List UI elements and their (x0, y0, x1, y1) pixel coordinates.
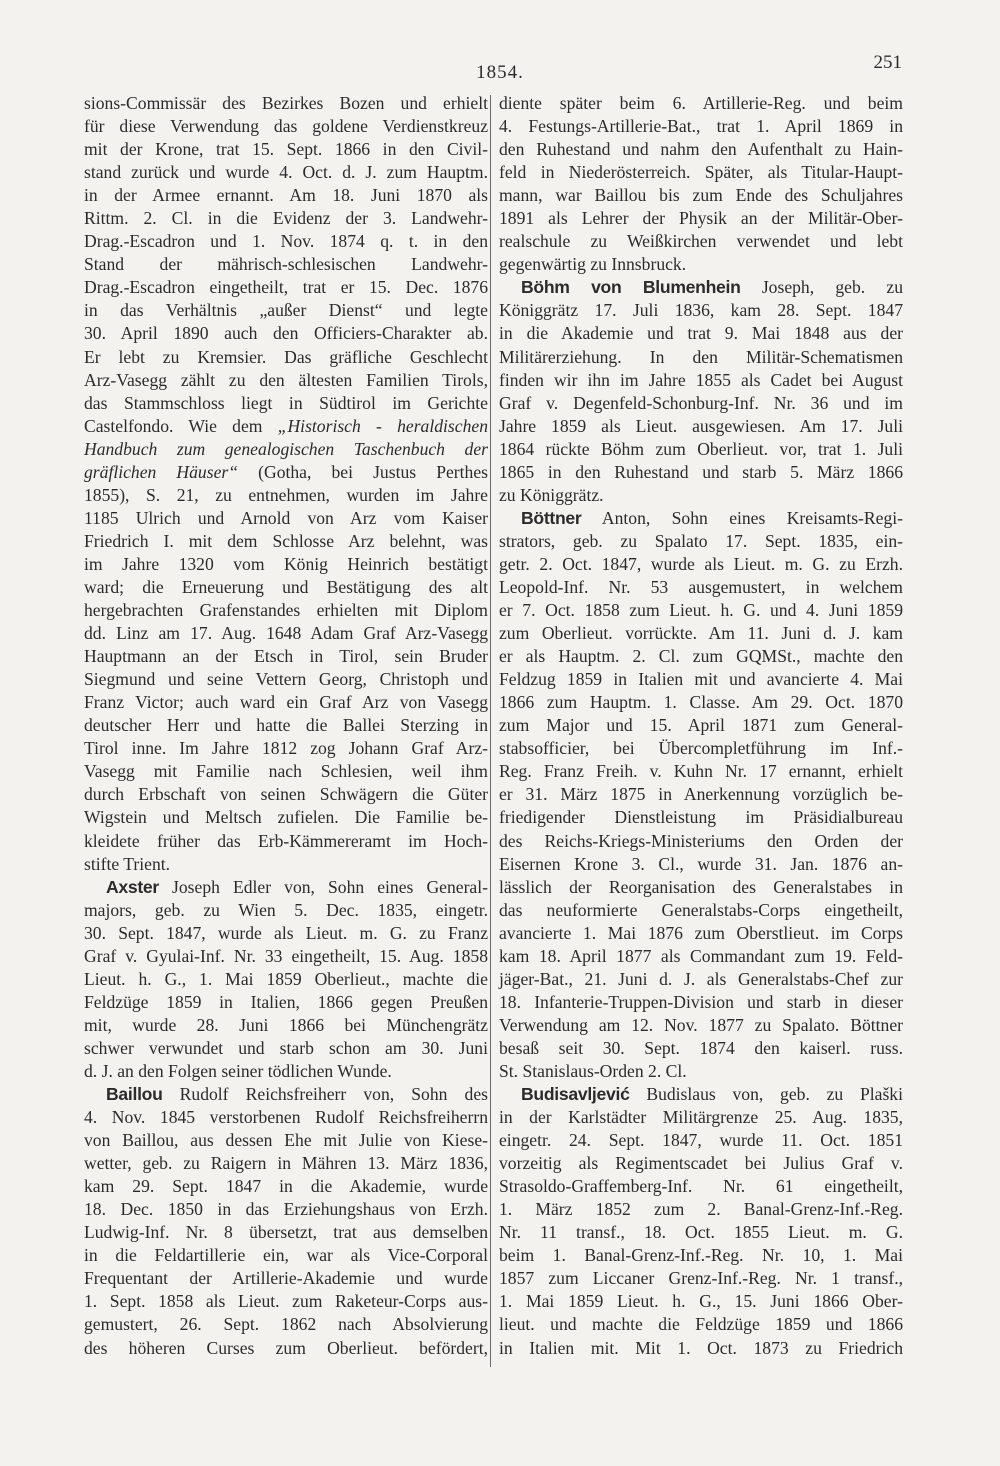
text-line: 1864 rückte Böhm zum Oberlieut. vor, trat 1. Juli (499, 438, 903, 459)
text-line: 1. März 1852 zum 2. Banal-Grenz-Inf.-Reg. (499, 1199, 903, 1220)
text-line: stabsofficier, bei Übercompletführung im Inf.- (499, 738, 903, 759)
text-line: Siegmund und seine Vettern Georg, Christoph und (84, 669, 488, 690)
text-line: mit der Krone, trat 15. Sept. 1866 in den Civil- (84, 139, 488, 160)
entry-boehm (499, 276, 903, 506)
text-line: Friedrich I. mit dem Schlosse Arz belehnt, was (84, 530, 488, 551)
column-divider (490, 95, 491, 1367)
text-line: d. J. an den Folgen seiner tödlichen Wunde. (84, 1060, 392, 1081)
text-line: Rittm. 2. Cl. in die Evidenz der 3. Landwehr- (84, 208, 488, 229)
text-line: Lieut. h. G., 1. Mai 1859 Oberlieut., machte die (84, 968, 488, 989)
entry-name: Baillou (106, 1084, 163, 1105)
text-line: für diese Verwendung das goldene Verdienstkreuz (84, 116, 488, 137)
text-span: (Gotha, bei Justus Perthes (258, 461, 488, 482)
text-line: Reg. Franz Freih. v. Kuhn Nr. 17 ernannt, erhielt (499, 761, 903, 782)
text-line: Wigstein und Meltsch zufielen. Die Familie be- (84, 807, 488, 828)
text-line: er 7. Oct. 1858 zum Lieut. h. G. und 4. Juni 1859 (499, 600, 903, 621)
text-line: 4. Nov. 1845 verstorbenen Rudolf Reichsfreiherrn (84, 1107, 488, 1128)
text-line: Graf v. Degenfeld-Schonburg-Inf. Nr. 36 und im (499, 392, 903, 413)
text-line: diente später beim 6. Artillerie-Reg. und beim (499, 93, 903, 113)
book-title-italic: Handbuch zum genealogischen Taschenbuch der (84, 438, 488, 459)
text-line: mit, wurde 28. Juni 1866 bei Münchengrätz (84, 1014, 488, 1035)
entry-first-line (84, 876, 488, 899)
text-line: Militärerziehung. In den Militär-Schematismen (499, 346, 903, 367)
text-line (84, 415, 488, 438)
text-line: lässlich der Reorganisation des Generalstabes in (499, 876, 903, 897)
text-line: zum Major und 15. April 1871 zum General- (499, 715, 903, 736)
text-line: Hauptmann an der Etsch in Tirol, sein Bruder (84, 646, 488, 667)
entry-budisavljevic (499, 1083, 903, 1360)
text-line: in die Akademie und trat 9. Mai 1848 aus der (499, 323, 903, 344)
text-line: gemustert, 26. Sept. 1862 nach Absolvierung (84, 1314, 488, 1335)
text-line: das neuformierte Generalstabs-Corps eingetheilt, (499, 899, 903, 920)
left-column (84, 92, 488, 1360)
text-line: 30. April 1890 auch den Officiers-Charakter ab. (84, 323, 488, 344)
text-line: stand zurück und wurde 4. Oct. d. J. zum Hauptm. (84, 162, 488, 183)
text-line: dd. Linz am 17. Aug. 1648 Adam Graf Arz-Vasegg (84, 623, 488, 644)
text-line: im Jahre 1320 vom König Heinrich bestätigt (84, 553, 488, 574)
text-line: 1866 zum Hauptm. 1. Classe. Am 29. Oct. 1870 (499, 692, 903, 713)
text-line: gegenwärtig zu Innsbruck. (499, 254, 687, 275)
text-line: das Stammschloss liegt in Südtirol im Gerichte (84, 392, 488, 413)
text-span: Rudolf Reichsfreiherr von, Sohn des (179, 1084, 488, 1105)
entry-name: Böttner (521, 507, 582, 528)
text-span: Anton, Sohn eines Kreisamts-Regi- (601, 507, 904, 528)
text-line: St. Stanislaus-Orden 2. Cl. (499, 1060, 687, 1081)
text-line: Feldzüge 1859 in Italien, 1866 gegen Preußen (84, 991, 488, 1012)
page-header (0, 52, 1000, 86)
entry-name: Axster (106, 876, 159, 897)
text-line: besaß seit 30. Sept. 1874 den kaiserl. russ. (499, 1037, 903, 1058)
text-span: Budislaus von, geb. zu Plaški (646, 1084, 903, 1105)
text-line: lieut. und machte die Feldzüge 1859 und 1866 (499, 1314, 903, 1335)
text-line: Vasegg mit Familie nach Schlesien, weil ihm (84, 761, 488, 782)
text-line: 18. Infanterie-Truppen-Division und starb in dieser (499, 991, 903, 1012)
text-line: er 31. März 1875 in Anerkennung vorzüglich be- (499, 784, 903, 805)
text-line: 30. Sept. 1847, wurde als Lieut. m. G. zu Franz (84, 922, 488, 943)
text-line: den Ruhestand und nahm den Aufenthalt zu Hain- (499, 139, 903, 160)
text-line: 1. Sept. 1858 als Lieut. zum Raketeur-Corps aus- (84, 1291, 488, 1312)
entry-name: Budisavljević (521, 1084, 630, 1105)
text-line: Graf v. Gyulai-Inf. Nr. 33 eingetheilt, 15. Aug. 1858 (84, 945, 488, 966)
text-line: sions-Commissär des Bezirkes Bozen und erhielt (84, 93, 488, 113)
text-line: 18. Dec. 1850 in das Erziehungshaus von Erzh. (84, 1199, 488, 1220)
text-line: in das Verhältnis „außer Dienst“ und legte (84, 300, 488, 321)
text-line: 1855), S. 21, zu entnehmen, wurden im Jahre (84, 484, 488, 505)
text-line: in der Armee ernannt. Am 18. Juni 1870 als (84, 185, 488, 206)
text-line: deutscher Herr und hatte die Ballei Sterzing in (84, 715, 488, 736)
text-line: zu Königgrätz. (499, 484, 604, 505)
text-line: durch Erbschaft von seinen Schwägern die Güter (84, 784, 488, 805)
text-line: realschule zu Weißkirchen verwendet und lebt (499, 231, 903, 252)
text-line: in Italien mit. Mit 1. Oct. 1873 zu Friedrich (499, 1337, 903, 1358)
entry-first-line (499, 507, 903, 530)
text-line: avancierte 1. Mai 1876 zum Oberstlieut. im Corps (499, 922, 903, 943)
text-line: er als Hauptm. 2. Cl. zum GQMSt., machte den (499, 646, 903, 667)
text-line: finden wir ihn im Jahre 1855 als Cadet bei August (499, 369, 903, 390)
text-line: wetter, geb. zu Raigern in Mähren 13. März 1836, (84, 1153, 488, 1174)
text-line: schwer verwundet und starb schon am 30. Juni (84, 1037, 488, 1058)
text-line: eingetr. 24. Sept. 1847, wurde 11. Oct. 1851 (499, 1130, 903, 1151)
text-span: Joseph, geb. zu (761, 277, 904, 298)
text-line: ward; die Erneuerung und Bestätigung des alt (84, 576, 488, 597)
text-line: kam 29. Sept. 1847 in die Akademie, wurde (84, 1176, 488, 1197)
text-line: stifte Trient. (84, 853, 171, 874)
text-line: vorzeitig als Regimentscadet bei Julius Graf v. (499, 1153, 903, 1174)
text-line: Franz Victor; auch ward ein Graf Arz von Vasegg (84, 692, 488, 713)
entry-baillou (84, 1083, 488, 1360)
text-line: des Reichs-Kriegs-Ministeriums den Orden der (499, 830, 903, 851)
running-head-year: 1854. (476, 62, 524, 83)
text-line: Arz-Vasegg zählt zu den ältesten Familien Tirols, (84, 369, 488, 390)
text-line: 1891 als Lehrer der Physik an der Militär-Ober- (499, 208, 903, 229)
entry-first-line (499, 276, 903, 299)
text-line: 1865 in den Ruhestand und starb 5. März 1866 (499, 461, 903, 482)
text-line: Eisernen Krone 3. Cl., wurde 31. Jan. 1876 an- (499, 853, 903, 874)
text-line: feld in Niederösterreich. Später, als Titular-Haupt- (499, 162, 903, 183)
text-line: Drag.-Escadron und 1. Nov. 1874 q. t. in den (84, 231, 488, 252)
text-line: getr. 2. Oct. 1847, wurde als Lieut. m. G. zu Erzh. (499, 553, 903, 574)
text-line: in der Karlstädter Militärgrenze 25. Aug. 1835, (499, 1107, 903, 1128)
text-line: Leopold-Inf. Nr. 53 ausgemustert, in welchem (499, 576, 903, 597)
text-line: hergebrachten Grafenstandes erhielten mit Diplom (84, 600, 488, 621)
text-line: Ludwig-Inf. Nr. 8 übersetzt, trat aus demselben (84, 1222, 488, 1243)
text-line: Stand der mährisch-schlesischen Landwehr- (84, 254, 488, 275)
text-line: friedigender Dienstleistung im Präsidialbureau (499, 807, 903, 828)
text-line: jäger-Bat., 21. Juni d. J. als Generalstabs-Chef zur (499, 968, 903, 989)
text-line (84, 461, 488, 484)
text-line: zum Oberlieut. vorrückte. Am 11. Juni d. J. kam (499, 623, 903, 644)
page-number: 251 (873, 52, 902, 73)
text-line: Er lebt zu Kremsier. Das gräfliche Geschlecht (84, 346, 488, 367)
text-line: in die Feldartillerie ein, war als Vice-Corporal (84, 1245, 488, 1266)
text-line: Strasoldo-Graffemberg-Inf. Nr. 61 eingetheilt, (499, 1176, 903, 1197)
text-line: majors, geb. zu Wien 5. Dec. 1835, eingetr. (84, 899, 488, 920)
entry-baillou-continuation (499, 92, 903, 276)
book-title-italic: gräflichen Häuser“ (84, 461, 239, 482)
text-line: von Baillou, aus dessen Ehe mit Julie von Kiese- (84, 1130, 488, 1151)
text-span: Castelfondo. Wie dem (84, 415, 263, 436)
text-line: 1185 Ulrich und Arnold von Arz vom Kaiser (84, 507, 488, 528)
text-line: des höheren Curses zum Oberlieut. befördert, (84, 1337, 488, 1358)
text-line: Verwendung am 12. Nov. 1877 zu Spalato. Böttner (499, 1014, 903, 1035)
right-column (499, 92, 903, 1360)
text-line: Feldzug 1859 in Italien mit und avancierte 4. Mai (499, 669, 903, 690)
text-line: 1. Mai 1859 Lieut. h. G., 15. Juni 1866 Ober- (499, 1291, 903, 1312)
text-line: kam 18. April 1877 als Commandant zum 19. Feld- (499, 945, 903, 966)
text-span: Joseph Edler von, Sohn eines General- (172, 876, 488, 897)
text-line: 1857 zum Liccaner Grenz-Inf.-Reg. Nr. 1 transf., (499, 1268, 903, 1289)
entry-axster (84, 876, 488, 1083)
text-line: 4. Festungs-Artillerie-Bat., trat 1. April 1869 in (499, 116, 903, 137)
text-line: kleidete früher das Erb-Kämmereramt im Hoch- (84, 830, 488, 851)
text-line: Tirol inne. Im Jahre 1812 zog Johann Graf Arz- (84, 738, 488, 759)
text-line: mann, war Baillou bis zum Ende des Schuljahres (499, 185, 903, 206)
entry-first-line (84, 1083, 488, 1106)
text-line: Frequentant der Artillerie-Akademie und wurde (84, 1268, 488, 1289)
text-line: Jahre 1859 als Lieut. ausgewiesen. Am 17. Juli (499, 415, 903, 436)
entry-boettner (499, 507, 903, 1083)
text-line: Königgrätz 17. Juli 1836, kam 28. Sept. 1847 (499, 300, 903, 321)
text-line: strators, geb. zu Spalato 17. Sept. 1835, ein- (499, 530, 903, 551)
text-line: beim 1. Banal-Grenz-Inf.-Reg. Nr. 10, 1. Mai (499, 1245, 903, 1266)
entry-name: Böhm von Blumenhein (521, 277, 741, 298)
text-line: Drag.-Escadron eingetheilt, trat er 15. Dec. 1876 (84, 277, 488, 298)
entry-first-line (499, 1083, 903, 1106)
text-line: Nr. 11 transf., 18. Oct. 1855 Lieut. m. G. (499, 1222, 903, 1243)
entry-arz-continuation (84, 92, 488, 876)
book-title-italic: „Historisch - heraldischen (277, 415, 488, 436)
